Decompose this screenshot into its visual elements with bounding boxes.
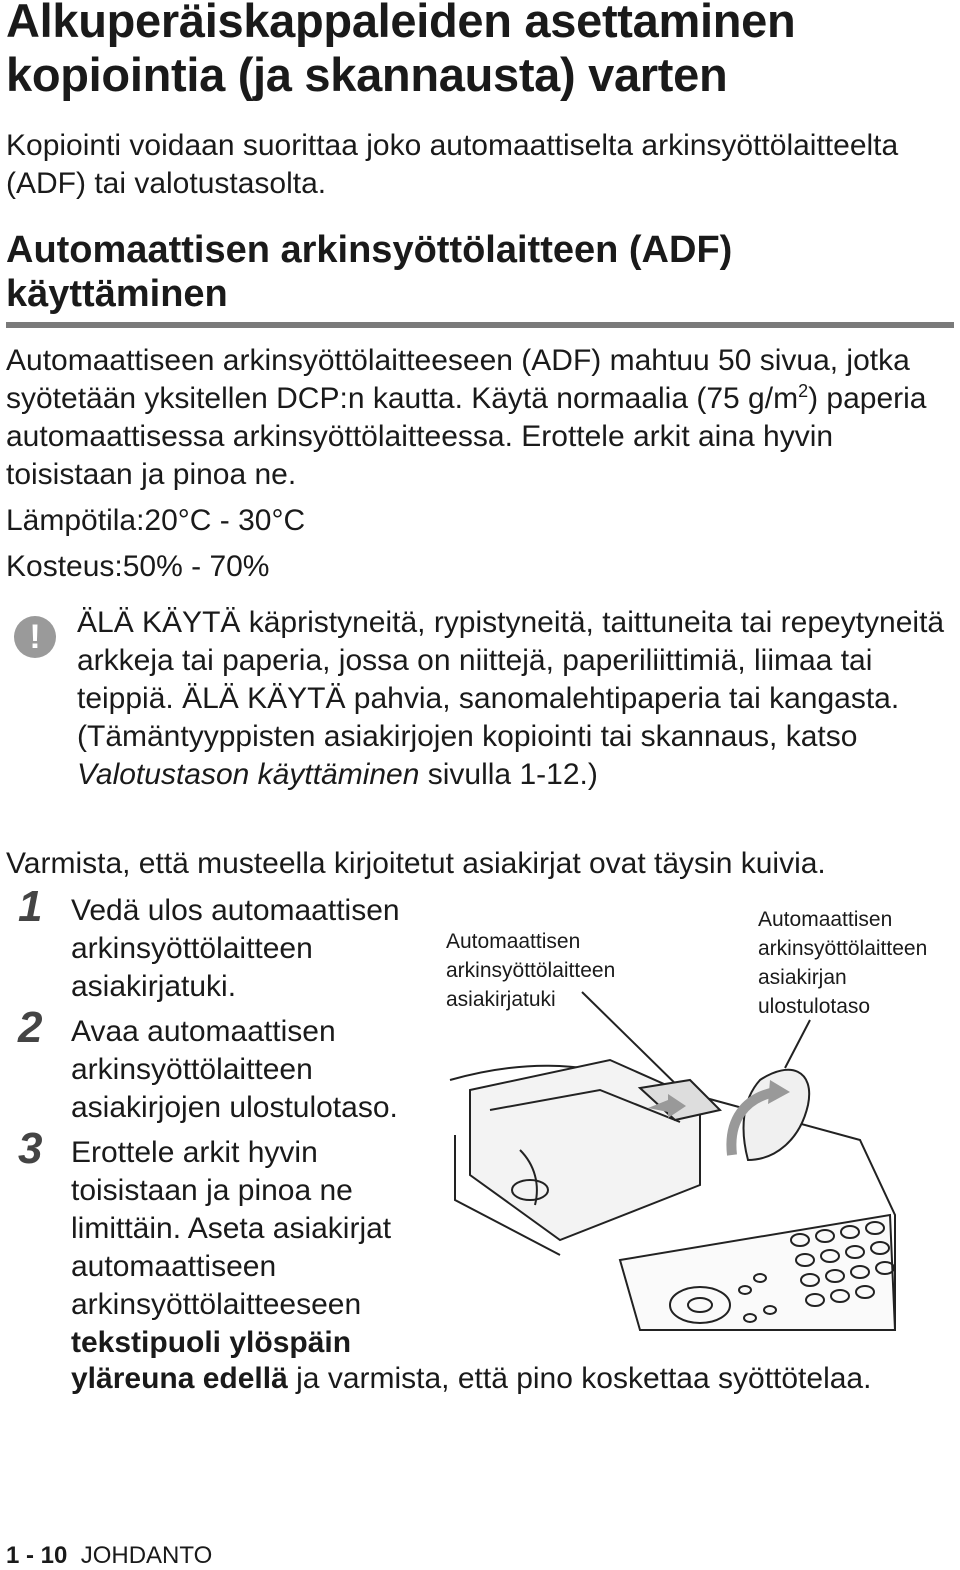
step-1-text: Vedä ulos automaattisen arkinsyöttölaitteen asiakirjatuki. — [71, 894, 400, 1003]
adf-capacity-text-b: ) paperia automaattisessa arkinsyöttölaitteessa. Erottele arkit aina hyvin toisistaan ja pinoa ne. — [6, 382, 927, 491]
page-number: 1 - 10 — [6, 1542, 68, 1569]
step-3-bold-b: yläreuna edellä — [71, 1362, 288, 1395]
step-number-1: 1 — [18, 882, 43, 931]
warning-text-a: ÄLÄ KÄYTÄ käpristyneitä, rypistyneitä, taittuneita tai repeytyneitä arkkeja tai paperia, jossa on niittejä, paperiliittimiä, liimaa tai teippiä. ÄLÄ KÄYTÄ pahvia, sanomalehtipaperia tai kangasta. (Tämäntyyppisten asiakirjojen kopiointi tai skannaus, katso — [77, 606, 945, 753]
step-3-text-b: ja varmista, että pino koskettaa syöttötelaa. — [287, 1362, 872, 1395]
warning-text-b: sivulla 1-12.) — [419, 758, 598, 791]
step-3-text-a: Erottele arkit hyvin toisistaan ja pinoa ne limittäin. Aseta asiakirjat automaattiseen arkinsyöttölaitteeseen — [71, 1136, 392, 1321]
step-3-bold-a: tekstipuoli ylöspäin — [71, 1326, 352, 1359]
step-2-text: Avaa automaattisen arkinsyöttölaitteen asiakirjojen ulostulotaso. — [71, 1015, 398, 1124]
page-title: Alkuperäiskappaleiden asettaminen kopiointia (ja skannausta) varten — [6, 0, 796, 101]
control-panel — [620, 1215, 895, 1330]
output-tray-flap — [744, 1070, 810, 1160]
humidity-line: Kosteus:50% - 70% — [6, 550, 270, 583]
intro-paragraph: Kopiointi voidaan suorittaa joko automaattiselta arkinsyöttölaitteelta (ADF) tai valotustasolta. — [6, 129, 899, 200]
callout-output-tray: Automaattisen arkinsyöttölaitteen asiakirjan ulostulotaso — [758, 908, 928, 1018]
page-footer — [6, 1542, 212, 1570]
chapter-name: JOHDANTO — [80, 1542, 213, 1569]
section-heading: Automaattisen arkinsyöttölaitteen (ADF) käyttäminen — [6, 229, 733, 315]
temperature-line: Lämpötila:20°C - 30°C — [6, 504, 306, 537]
dry-ink-notice: Varmista, että musteella kirjoitetut asiakirjat ovat täysin kuivia. — [6, 847, 826, 880]
output-leader-line — [785, 1020, 810, 1068]
superscript-2: 2 — [798, 381, 809, 401]
glass-usage-link[interactable]: Valotustason käyttäminen — [77, 758, 420, 791]
warning-icon: ! — [14, 616, 56, 658]
step-number-2: 2 — [18, 1003, 43, 1052]
adf-capacity-text-a: Automaattiseen arkinsyöttölaitteeseen (ADF) mahtuu 50 sivua, jotka syötetään yksitellen DCP:n kautta. Käytä normaalia (75 g/m — [6, 344, 910, 415]
callout-document-support: Automaattisen arkinsyöttölaitteen asiakirjatuki — [446, 930, 616, 1011]
step-number-3: 3 — [18, 1124, 43, 1173]
